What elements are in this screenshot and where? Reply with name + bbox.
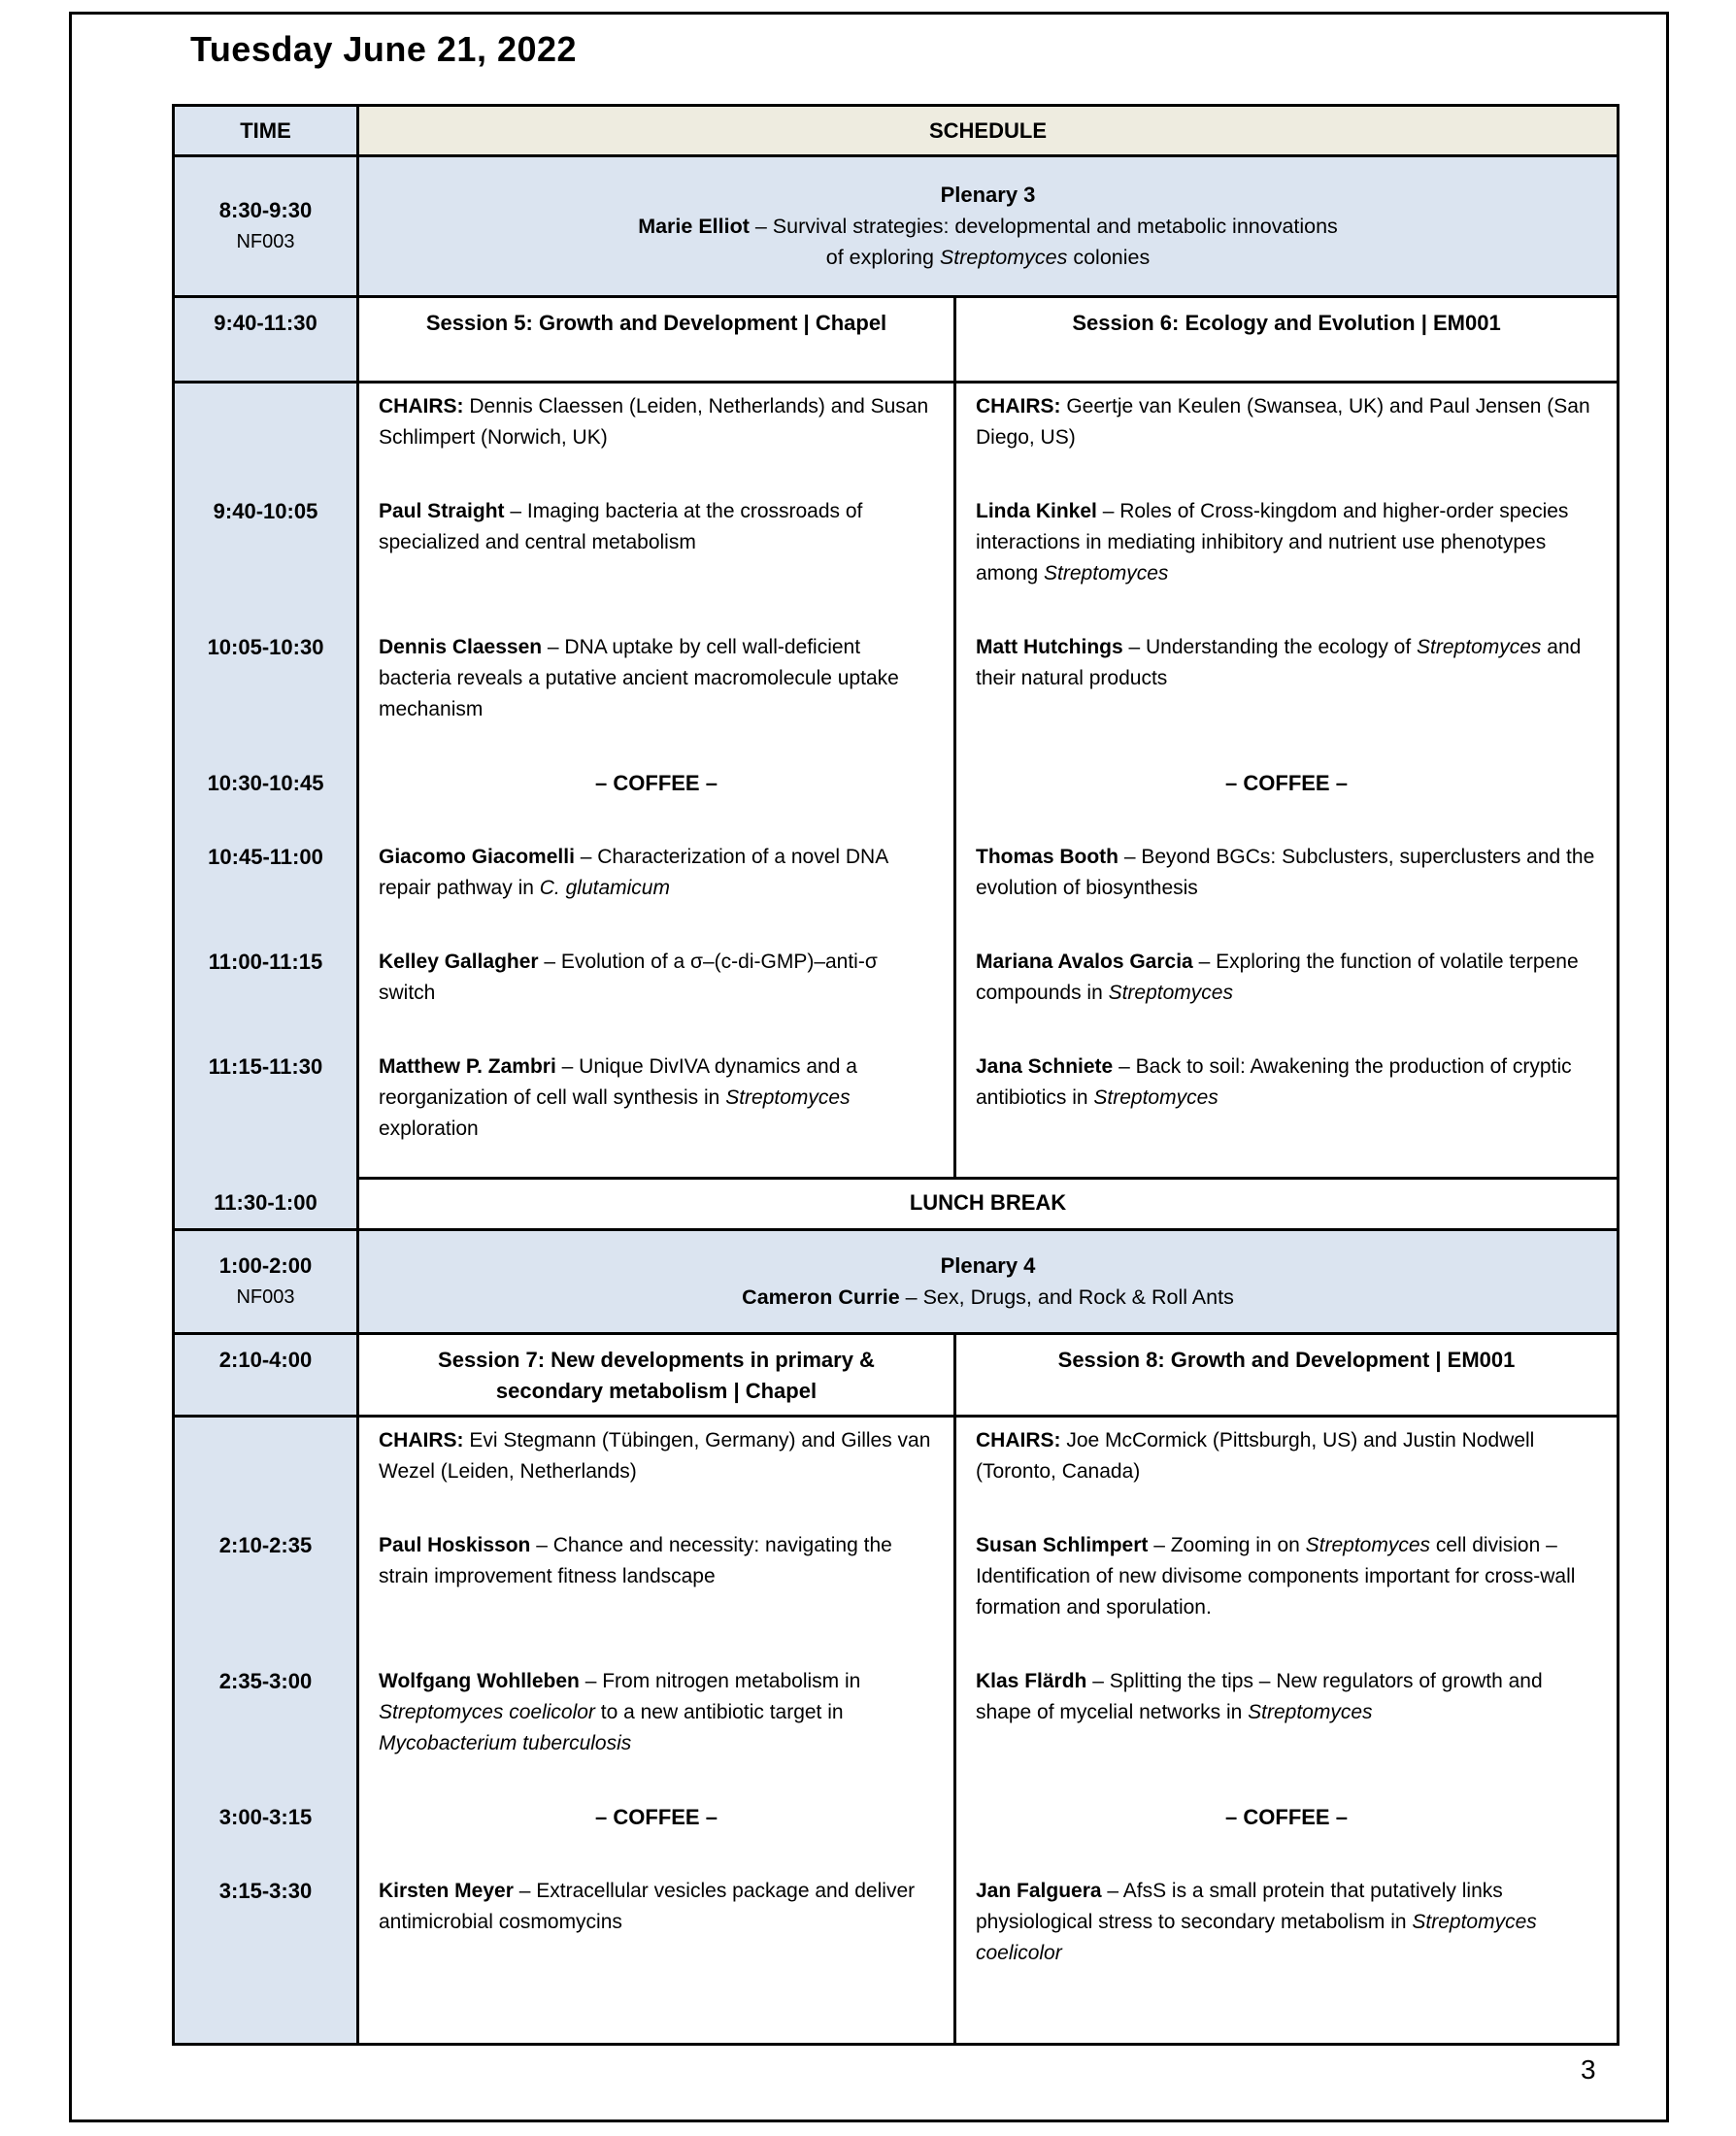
talk-cell: Kelley Gallagher – Evolution of a σ–(c-di-GMP)–anti-σ switch [359, 939, 956, 1044]
time-cell-plenary4 [175, 1231, 359, 1335]
session8-header: Session 8: Growth and Development | EM001 [956, 1335, 1617, 1418]
time-slot-label: 3:15-3:30 [175, 1868, 359, 2043]
lunch-break-cell: LUNCH BREAK [359, 1180, 1617, 1231]
coffee-break-label: – COFFEE – [1225, 1805, 1348, 1829]
session-56-block [175, 384, 1617, 1180]
plenary3-heading: Plenary 3 [940, 183, 1036, 207]
page-title: Tuesday June 21, 2022 [190, 29, 578, 69]
time-slot-label: 9:40-10:05 [175, 488, 359, 624]
time-slot-label: 10:30-10:45 [175, 760, 359, 834]
plenary4-heading: Plenary 4 [940, 1253, 1036, 1278]
talk-cell: Kirsten Meyer – Extracellular vesicles package and deliver antimicrobial cosmomycins [359, 1868, 956, 2043]
time-range: 1:00-2:00 [218, 1253, 313, 1278]
talk-cell: Mariana Avalos Garcia – Exploring the function of volatile terpene compounds in Streptomyces [976, 951, 1579, 1004]
coffee-break-label: – COFFEE – [1225, 771, 1348, 795]
time-range: 11:30-1:00 [214, 1190, 317, 1215]
time-range: 9:40-11:30 [214, 311, 317, 335]
talk-cell: Linda Kinkel – Roles of Cross-kingdom and higher-order species interactions in mediating inhibitory and nutrient use phenotypes among Streptomyces [976, 500, 1569, 584]
session7-header: Session 7: New developments in primary & secondary metabolism | Chapel [359, 1335, 956, 1418]
time-slot-empty [175, 1418, 359, 1522]
chairs-session7: CHAIRS: Evi Stegmann (Tübingen, Germany) and Gilles van Wezel (Leiden, Netherlands) [359, 1418, 956, 1522]
coffee-break-label: – COFFEE – [359, 760, 956, 834]
chairs-session8: CHAIRS: Joe McCormick (Pittsburgh, US) and Justin Nodwell (Toronto, Canada) [976, 1429, 1535, 1483]
session-78-block [175, 1418, 1617, 2043]
page-number: 3 [1581, 2054, 1596, 2085]
plenary4-cell [359, 1231, 1617, 1335]
time-slot-label: 3:00-3:15 [175, 1794, 359, 1868]
time-slot-label: 2:10-2:35 [175, 1522, 359, 1658]
column-header-time: TIME [175, 107, 359, 157]
talk-cell: Paul Hoskisson – Chance and necessity: navigating the strain improvement fitness landscape [359, 1522, 956, 1658]
session6-header: Session 6: Ecology and Evolution | EM001 [956, 298, 1617, 384]
schedule-table [172, 104, 1619, 2046]
room-code: NF003 [236, 1286, 295, 1308]
room-code: NF003 [236, 231, 295, 252]
plenary4-line1: Cameron Currie – Sex, Drugs, and Rock & Roll Ants [742, 1285, 1234, 1309]
time-cell-sessions-78 [175, 1335, 359, 1418]
time-slot-empty [175, 384, 359, 488]
talk-cell: Matt Hutchings – Understanding the ecology of Streptomyces and their natural products [976, 636, 1582, 689]
talk-cell: Giacomo Giacomelli – Characterization of a novel DNA repair pathway in C. glutamicum [359, 834, 956, 939]
time-cell-sessions-56 [175, 298, 359, 384]
time-slot-label: 10:05-10:30 [175, 624, 359, 760]
plenary3-line1: Marie Elliot – Survival strategies: developmental and metabolic innovations [638, 215, 1338, 238]
time-slot-label: 10:45-11:00 [175, 834, 359, 939]
talk-cell: Jana Schniete – Back to soil: Awakening the production of cryptic antibiotics in Streptomyces [976, 1055, 1572, 1109]
session5-header: Session 5: Growth and Development | Chapel [359, 298, 956, 384]
chairs-session6: CHAIRS: Geertje van Keulen (Swansea, UK) and Paul Jensen (San Diego, US) [976, 395, 1590, 449]
column-header-schedule: SCHEDULE [359, 107, 1617, 157]
time-slot-label: 11:15-11:30 [175, 1044, 359, 1180]
talk-cell: Jan Falguera – AfsS is a small protein that putatively links physiological stress to secondary metabolism in Streptomyces coelicolor [976, 1880, 1537, 1964]
talk-cell: Susan Schlimpert – Zooming in on Streptomyces cell division – Identification of new divisome components important for cross-wall formation and sporulation. [976, 1534, 1576, 1619]
time-slot-label: 2:35-3:00 [175, 1658, 359, 1794]
talk-cell: Klas Flärdh – Splitting the tips – New regulators of growth and shape of mycelial networks in Streptomyces [976, 1670, 1543, 1723]
talk-cell: Matthew P. Zambri – Unique DivIVA dynamics and a reorganization of cell wall synthesis in Streptomyces exploration [359, 1044, 956, 1180]
chairs-session5: CHAIRS: Dennis Claessen (Leiden, Netherlands) and Susan Schlimpert (Norwich, UK) [359, 384, 956, 488]
talk-cell: Thomas Booth – Beyond BGCs: Subclusters, superclusters and the evolution of biosynthesis [976, 846, 1595, 899]
coffee-break-label: – COFFEE – [359, 1794, 956, 1868]
talk-cell: Dennis Claessen – DNA uptake by cell wall-deficient bacteria reveals a putative ancient macromolecule uptake mechanism [359, 624, 956, 760]
talk-cell: Wolfgang Wohlleben – From nitrogen metabolism in Streptomyces coelicolor to a new antibiotic target in Mycobacterium tuberculosis [359, 1658, 956, 1794]
time-cell-plenary3 [175, 157, 359, 298]
plenary3-line2: of exploring Streptomyces colonies [825, 246, 1151, 269]
time-range: 8:30-9:30 [218, 198, 313, 222]
talk-cell: Paul Straight – Imaging bacteria at the crossroads of specialized and central metabolism [359, 488, 956, 624]
time-slot-label: 11:00-11:15 [175, 939, 359, 1044]
time-range: 2:10-4:00 [218, 1348, 313, 1372]
time-cell-lunch [175, 1180, 359, 1231]
plenary3-cell [359, 157, 1617, 298]
